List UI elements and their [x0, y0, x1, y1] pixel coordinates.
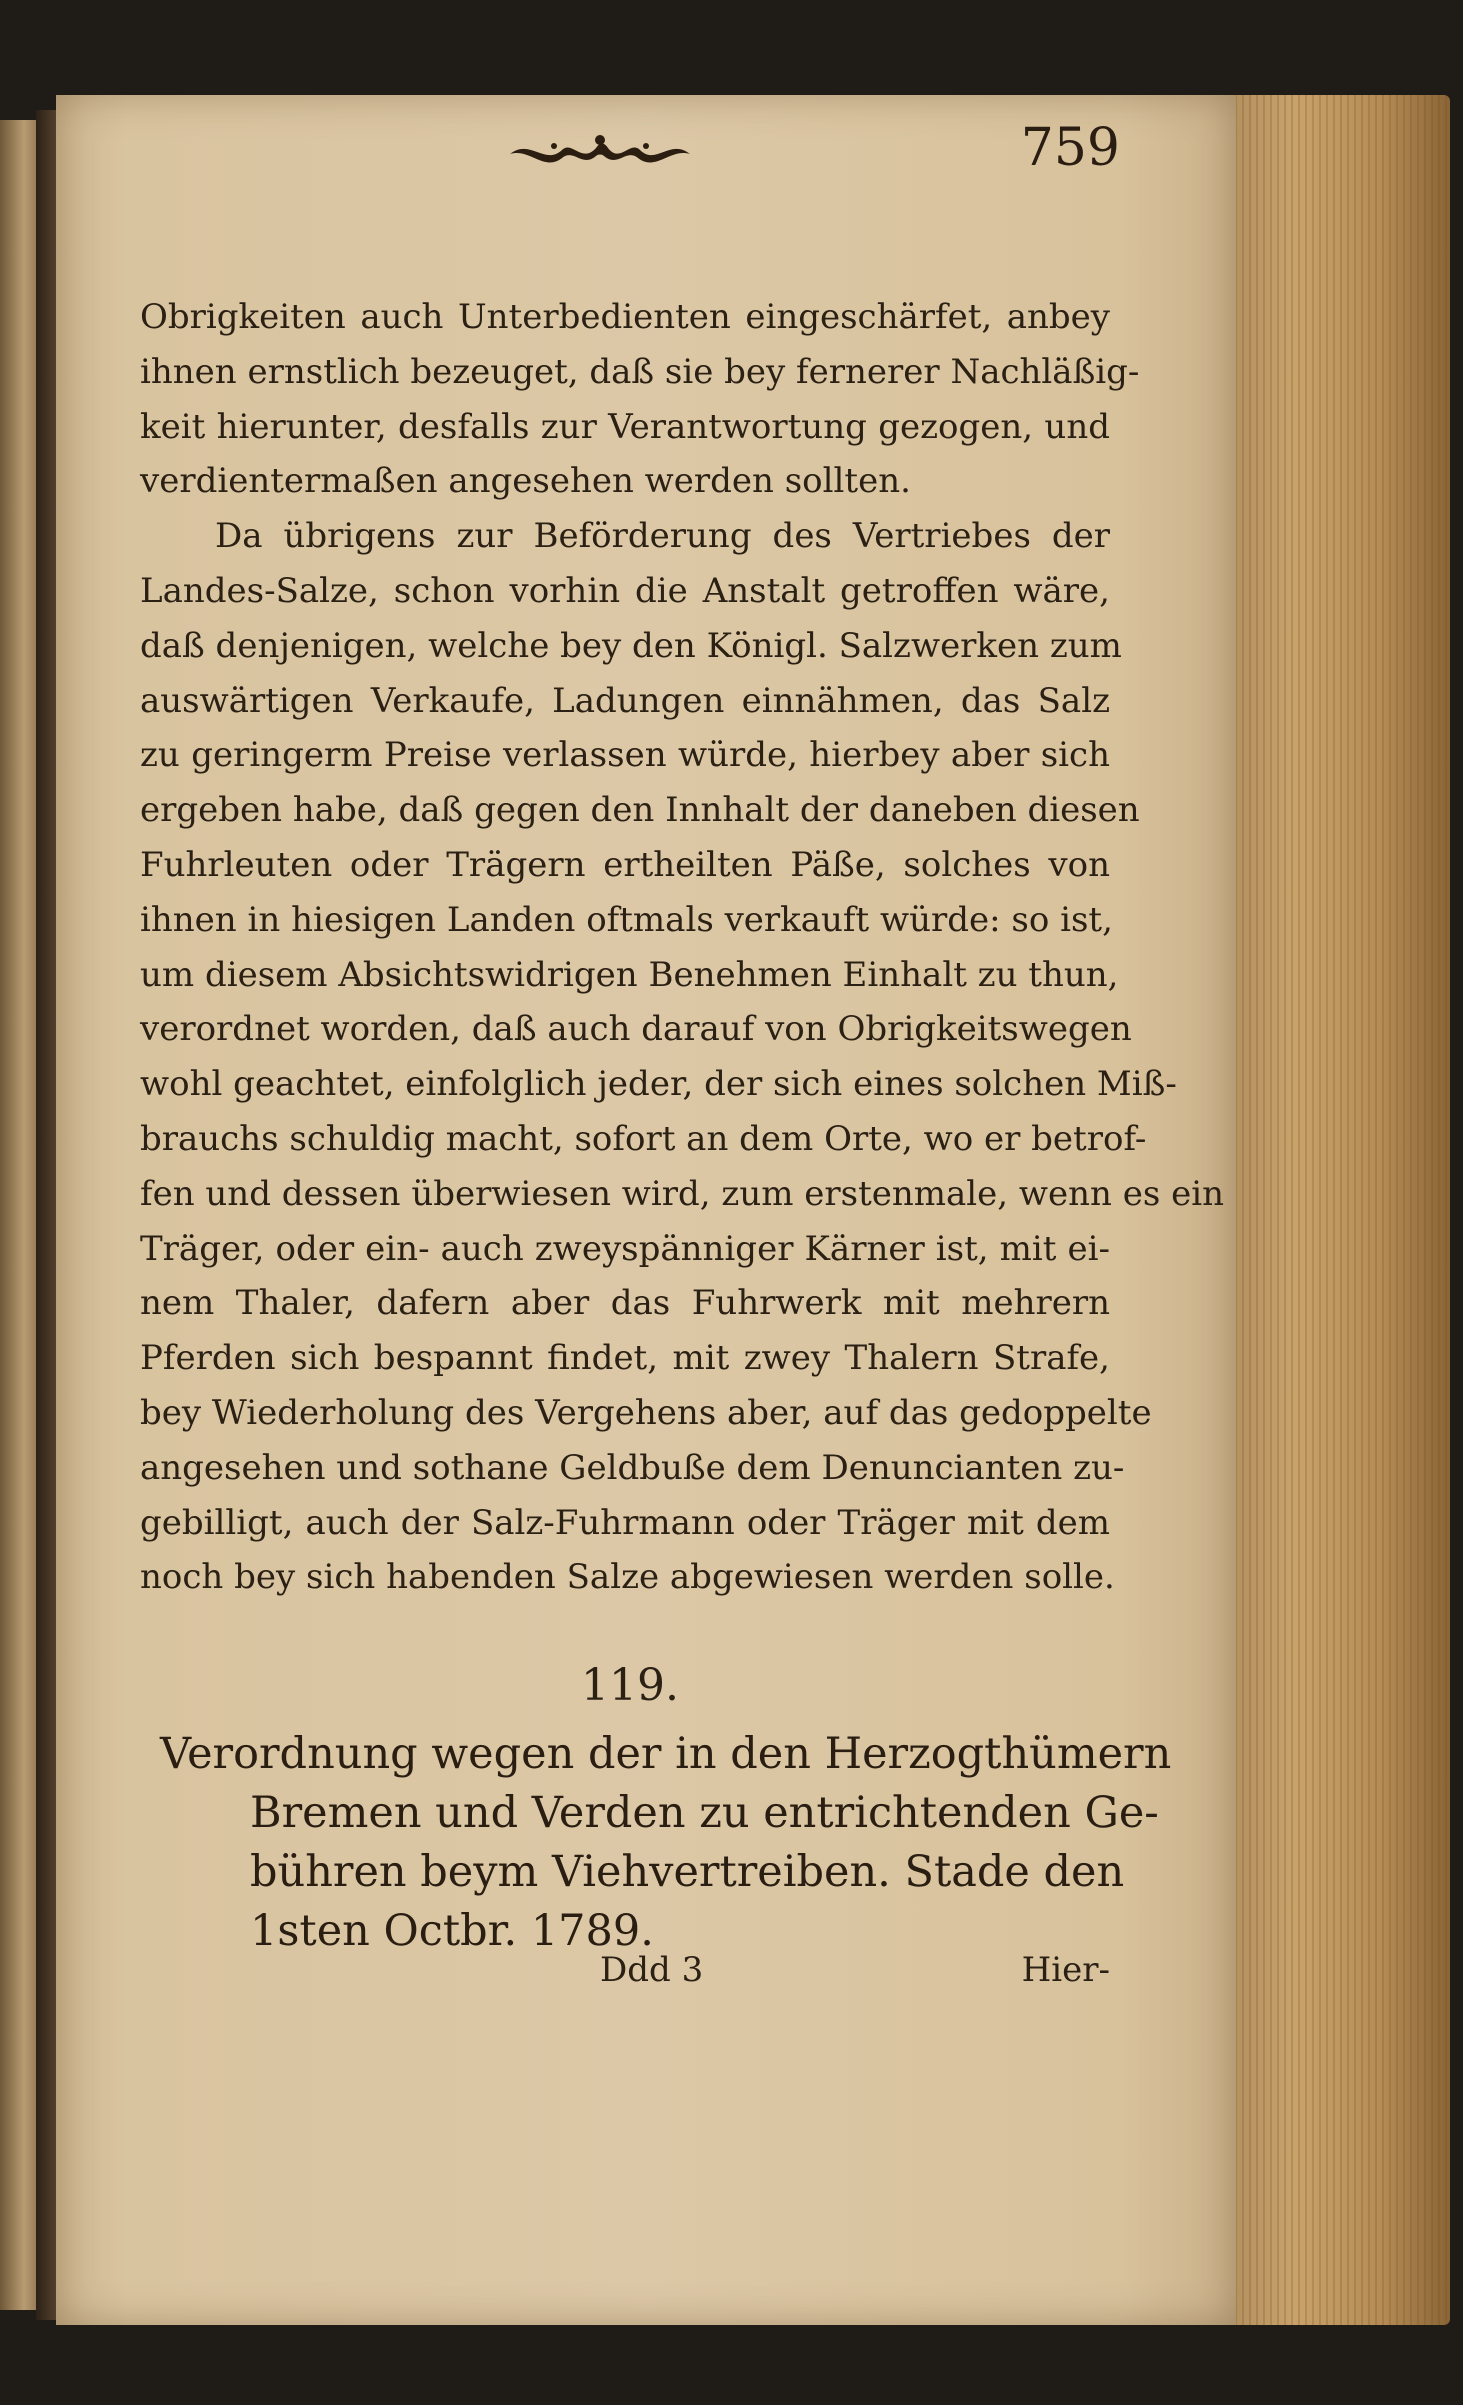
- text-line: ihnen in hiesigen Landen oftmals verkauft würde: so ist,: [140, 899, 1113, 940]
- text-line: angesehen und sothane Geldbuße dem Denuncianten zu-: [140, 1447, 1125, 1488]
- ornament-fleuron-icon: [500, 120, 700, 180]
- text-line: auswärtigen Verkaufe, Ladungen einnähmen, das Salz: [140, 680, 1110, 721]
- text-line: Obrigkeiten auch Unterbedienten eingeschärfet, anbey: [140, 297, 1110, 337]
- text-line: brauchs schuldig macht, sofort an dem Orte, wo er betrof-: [140, 1118, 1147, 1159]
- text-line: wohl geachtet, einfolglich jeder, der sich eines solchen Miß-: [140, 1064, 1177, 1105]
- text-line: um diesem Absichtswidrigen Benehmen Einhalt zu thun,: [140, 954, 1119, 995]
- text-line: verordnet worden, daß auch darauf von Obrigkeitswegen: [140, 1009, 1132, 1050]
- signature-mark: Ddd 3: [600, 1950, 704, 1990]
- text-line: Pferden sich bespannt findet, mit zwey Thalern Strafe,: [140, 1338, 1110, 1379]
- text-line: keit hierunter, desfalls zur Verantwortung gezogen, und: [140, 406, 1110, 447]
- text-line: bey Wiederholung des Vergehens aber, auf das gedoppelte: [140, 1392, 1152, 1433]
- section-heading: [160, 1725, 1172, 1961]
- facing-page-edge: [0, 120, 40, 2310]
- text-line: fen und dessen überwiesen wird, zum erstenmale, wenn es ein: [140, 1173, 1224, 1214]
- text-line: daß denjenigen, welche bey den Königl. Salzwerken zum: [140, 625, 1122, 666]
- text-line: Da übrigens zur Beförderung des Vertriebes der: [215, 516, 1110, 557]
- text-line: Träger, oder ein- auch zweyspänniger Kärner ist, mit ei-: [140, 1228, 1110, 1269]
- text-line: ihnen ernstlich bezeuget, daß sie bey fernerer Nachläßig-: [140, 351, 1140, 392]
- text-line: nem Thaler, dafern aber das Fuhrwerk mit mehrern: [140, 1283, 1110, 1324]
- body-text: [140, 290, 1224, 1605]
- heading-line: bühren beym Viehvertreiben. Stade den: [250, 1847, 1125, 1897]
- text-line: verdientermaßen angesehen werden sollten.: [140, 461, 911, 502]
- catchword: Hier-: [1021, 1950, 1110, 1990]
- page-edges-stack: [1228, 95, 1450, 2325]
- heading-line: 1sten Octbr. 1789.: [250, 1906, 654, 1956]
- text-line: zu geringerm Preise verlassen würde, hierbey aber sich: [140, 735, 1110, 776]
- section-number: 119.: [581, 1660, 679, 1711]
- text-line: noch bey sich habenden Salze abgewiesen werden solle.: [140, 1557, 1115, 1598]
- text-line: ergeben habe, daß gegen den Innhalt der daneben diesen: [140, 790, 1140, 831]
- text-line: gebilligt, auch der Salz-Fuhrmann oder Träger mit dem: [140, 1502, 1110, 1543]
- text-line: Landes-Salze, schon vorhin die Anstalt getroffen wäre,: [140, 570, 1110, 611]
- page-number: 759: [1020, 118, 1120, 178]
- heading-line: Verordnung wegen der in den Herzogthümern: [160, 1729, 1172, 1779]
- text-line: Fuhrleuten oder Trägern ertheilten Päße, solches von: [140, 844, 1110, 885]
- heading-line: Bremen und Verden zu entrichtenden Ge-: [250, 1788, 1159, 1838]
